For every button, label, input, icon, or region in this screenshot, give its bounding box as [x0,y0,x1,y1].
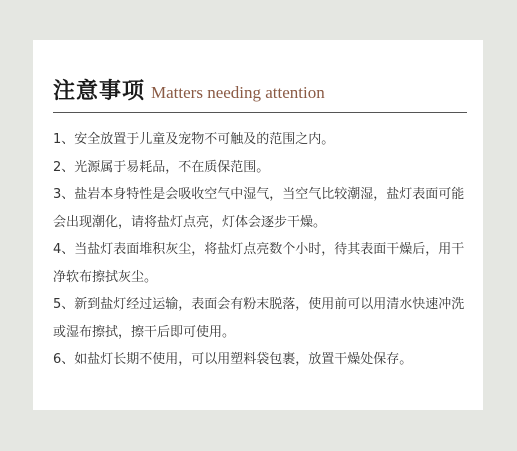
note-item-4: 4、当盐灯表面堆积灰尘，将盐灯点亮数个小时，待其表面干燥后，用干净软布擦拭灰尘。 [53,242,465,285]
title-english: Matters needing attention [151,83,325,102]
note-item-6: 6、如盐灯长期不使用，可以用塑料袋包裹，放置干燥处保存。 [53,352,413,367]
header-divider [53,112,467,113]
title-chinese: 注意事项 [53,79,146,104]
note-item-1: 1、安全放置于儿童及宠物不可触及的范围之内。 [53,132,335,147]
notice-card [33,40,483,410]
note-item-2: 2、光源属于易耗品，不在质保范围。 [53,159,270,175]
note-item-3: 3、盐岩本身特性是会吸收空气中湿气，当空气比较潮湿，盐灯表面可能会出现潮化，请将盐灯点亮，灯体会逐步干燥。 [53,187,465,230]
notice-header [53,74,325,105]
note-item-5: 5、新到盐灯经过运输，表面会有粉末脱落，使用前可以用清水快速冲洗或湿布擦拭，擦干后即可使用。 [53,297,465,340]
notes-list [53,126,467,374]
